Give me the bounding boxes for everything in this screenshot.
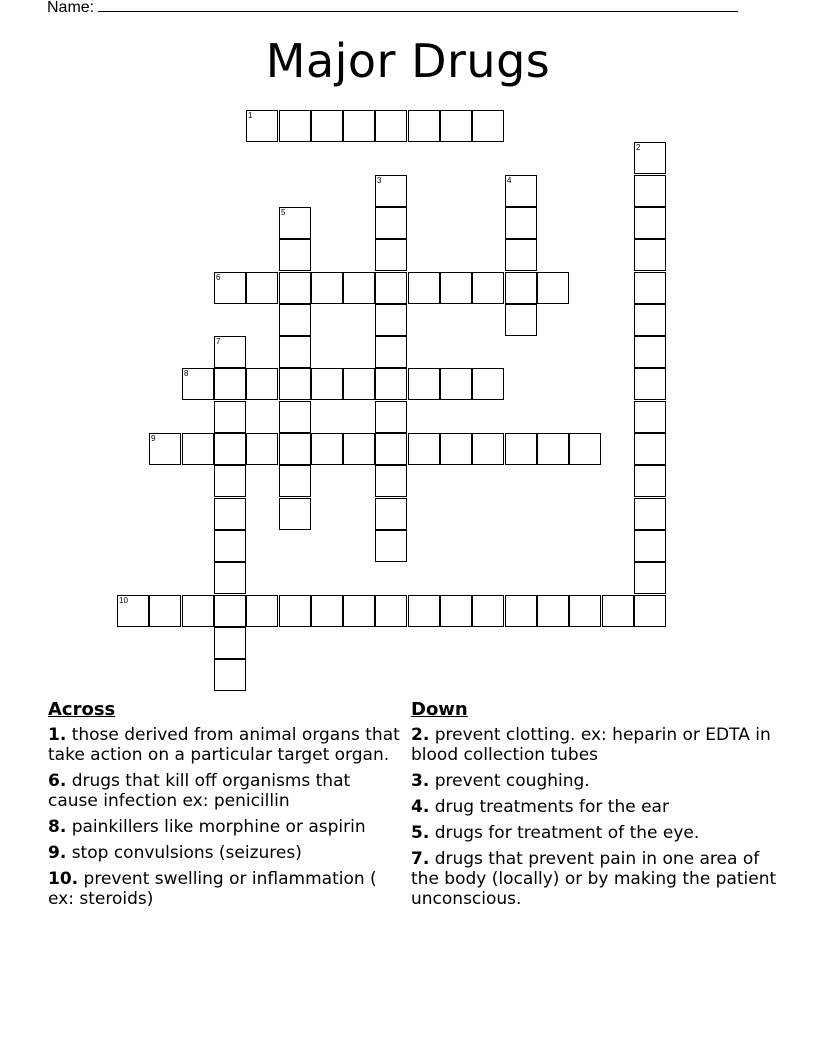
- grid-cell[interactable]: [279, 368, 311, 400]
- grid-cell[interactable]: [214, 336, 246, 368]
- grid-cell[interactable]: [537, 433, 569, 465]
- grid-cell[interactable]: [246, 272, 278, 304]
- clue-text: drug treatments for the ear: [434, 797, 669, 817]
- grid-cell[interactable]: [149, 595, 181, 627]
- grid-cell[interactable]: [440, 368, 472, 400]
- cell-number: 3: [377, 176, 382, 185]
- clue-text: prevent clotting. ex: heparin or EDTA in blood collection tubes: [411, 725, 771, 765]
- grid-cell[interactable]: [343, 368, 375, 400]
- clue-number: 5.: [411, 823, 430, 843]
- grid-cell[interactable]: [279, 110, 311, 142]
- grid-cell[interactable]: [440, 272, 472, 304]
- grid-cell[interactable]: [602, 595, 634, 627]
- grid-cell[interactable]: [214, 433, 246, 465]
- grid-cell[interactable]: [214, 272, 246, 304]
- grid-cell[interactable]: [311, 110, 343, 142]
- grid-cell[interactable]: [505, 175, 537, 207]
- clue-number: 2.: [411, 725, 430, 745]
- grid-cell[interactable]: [375, 239, 407, 271]
- grid-cell[interactable]: [214, 627, 246, 659]
- grid-cell[interactable]: [214, 498, 246, 530]
- grid-cell[interactable]: [279, 498, 311, 530]
- grid-cell[interactable]: [408, 368, 440, 400]
- grid-cell[interactable]: [634, 142, 666, 174]
- grid-cell[interactable]: [182, 368, 214, 400]
- grid-cell[interactable]: [634, 401, 666, 433]
- down-clues: [411, 700, 781, 915]
- grid-cell[interactable]: [472, 368, 504, 400]
- grid-cell[interactable]: [375, 530, 407, 562]
- grid-cell[interactable]: [440, 110, 472, 142]
- clue-across-8: [48, 817, 400, 837]
- grid-cell[interactable]: [505, 433, 537, 465]
- grid-cell[interactable]: [375, 433, 407, 465]
- grid-cell[interactable]: [343, 110, 375, 142]
- clue-down-4: [411, 797, 781, 817]
- grid-cell[interactable]: [505, 595, 537, 627]
- clue-number: 1.: [48, 725, 67, 745]
- name-label: Name:: [47, 0, 95, 16]
- down-heading: Down: [411, 699, 468, 720]
- grid-cell[interactable]: [505, 239, 537, 271]
- grid-cell[interactable]: [343, 595, 375, 627]
- grid-cell[interactable]: [311, 433, 343, 465]
- grid-cell[interactable]: [311, 272, 343, 304]
- clue-text: prevent swelling or inflammation ( ex: steroids): [48, 869, 377, 909]
- grid-cell[interactable]: [375, 336, 407, 368]
- page-title: Major Drugs: [265, 34, 551, 88]
- grid-cell[interactable]: [246, 368, 278, 400]
- clue-across-10: [48, 869, 400, 909]
- grid-cell[interactable]: [279, 304, 311, 336]
- grid-cell[interactable]: [214, 401, 246, 433]
- grid-cell[interactable]: [440, 595, 472, 627]
- grid-cell[interactable]: [634, 207, 666, 239]
- cell-number: 1: [248, 111, 253, 120]
- grid-cell[interactable]: [375, 401, 407, 433]
- grid-cell[interactable]: [569, 433, 601, 465]
- grid-cell[interactable]: [375, 175, 407, 207]
- cell-number: 9: [151, 434, 156, 443]
- grid-cell[interactable]: [375, 110, 407, 142]
- clue-number: 9.: [48, 843, 67, 863]
- clue-number: 4.: [411, 797, 430, 817]
- grid-cell[interactable]: [634, 239, 666, 271]
- grid-cell[interactable]: [311, 368, 343, 400]
- grid-cell[interactable]: [375, 368, 407, 400]
- clue-text: drugs that kill off organisms that cause infection ex: penicillin: [48, 771, 351, 811]
- clue-text: drugs for treatment of the eye.: [434, 823, 700, 843]
- grid-cell[interactable]: [182, 433, 214, 465]
- grid-cell[interactable]: [408, 433, 440, 465]
- clue-down-5: [411, 823, 781, 843]
- grid-cell[interactable]: [408, 595, 440, 627]
- grid-cell[interactable]: [634, 562, 666, 594]
- grid-cell[interactable]: [634, 336, 666, 368]
- grid-cell[interactable]: [472, 272, 504, 304]
- cell-number: 5: [281, 208, 286, 217]
- cell-number: 7: [216, 337, 221, 346]
- grid-cell[interactable]: [634, 175, 666, 207]
- clue-text: painkillers like morphine or aspirin: [71, 817, 366, 837]
- cell-number: 2: [636, 143, 641, 152]
- clue-text: drugs that prevent pain in one area of the body (locally) or by making the patient unconscious.: [411, 849, 777, 909]
- grid-cell[interactable]: [537, 272, 569, 304]
- grid-cell[interactable]: [246, 110, 278, 142]
- grid-cell[interactable]: [279, 272, 311, 304]
- cell-number: 4: [507, 176, 512, 185]
- clue-text: prevent coughing.: [434, 771, 590, 791]
- grid-cell[interactable]: [117, 595, 149, 627]
- across-heading: Across: [48, 699, 116, 720]
- grid-cell[interactable]: [375, 207, 407, 239]
- grid-cell[interactable]: [375, 595, 407, 627]
- grid-cell[interactable]: [279, 207, 311, 239]
- grid-cell[interactable]: [149, 433, 181, 465]
- grid-cell[interactable]: [569, 595, 601, 627]
- grid-cell[interactable]: [440, 433, 472, 465]
- clue-across-1: [48, 725, 400, 765]
- grid-cell[interactable]: [375, 465, 407, 497]
- grid-cell[interactable]: [634, 272, 666, 304]
- grid-cell[interactable]: [214, 530, 246, 562]
- clue-number: 7.: [411, 849, 430, 869]
- grid-cell[interactable]: [343, 272, 375, 304]
- grid-cell[interactable]: [214, 562, 246, 594]
- grid-cell[interactable]: [279, 465, 311, 497]
- grid-cell[interactable]: [214, 595, 246, 627]
- clue-down-3: [411, 771, 781, 791]
- grid-cell[interactable]: [246, 595, 278, 627]
- grid-cell[interactable]: [634, 530, 666, 562]
- grid-cell[interactable]: [472, 595, 504, 627]
- clue-number: 3.: [411, 771, 430, 791]
- cell-number: 8: [184, 369, 189, 378]
- cell-number: 6: [216, 273, 221, 282]
- grid-cell[interactable]: [279, 401, 311, 433]
- grid-cell[interactable]: [311, 595, 343, 627]
- clue-text: stop convulsions (seizures): [71, 843, 302, 863]
- grid-cell[interactable]: [214, 368, 246, 400]
- grid-cell[interactable]: [214, 465, 246, 497]
- grid-cell[interactable]: [634, 433, 666, 465]
- grid-cell[interactable]: [279, 239, 311, 271]
- grid-cell[interactable]: [246, 433, 278, 465]
- grid-cell[interactable]: [408, 272, 440, 304]
- grid-cell[interactable]: [279, 595, 311, 627]
- grid-cell[interactable]: [634, 368, 666, 400]
- clue-down-2: [411, 725, 781, 765]
- cell-number: 10: [119, 596, 128, 605]
- across-clues: [48, 700, 400, 915]
- grid-cell[interactable]: [182, 595, 214, 627]
- grid-cell[interactable]: [505, 272, 537, 304]
- grid-cell[interactable]: [505, 304, 537, 336]
- grid-cell[interactable]: [343, 433, 375, 465]
- grid-cell[interactable]: [472, 110, 504, 142]
- clue-number: 8.: [48, 817, 67, 837]
- grid-cell[interactable]: [279, 433, 311, 465]
- clue-number: 6.: [48, 771, 67, 791]
- grid-cell[interactable]: [375, 272, 407, 304]
- grid-cell[interactable]: [408, 110, 440, 142]
- grid-cell[interactable]: [214, 659, 246, 691]
- clue-number: 10.: [48, 869, 79, 889]
- grid-cell[interactable]: [375, 498, 407, 530]
- clue-across-9: [48, 843, 400, 863]
- clue-down-7: [411, 849, 781, 909]
- clue-across-6: [48, 771, 400, 811]
- grid-cell[interactable]: [279, 336, 311, 368]
- clue-text: those derived from animal organs that take action on a particular target organ.: [48, 725, 400, 765]
- grid-cell[interactable]: [472, 433, 504, 465]
- grid-cell[interactable]: [634, 465, 666, 497]
- grid-cell[interactable]: [634, 595, 666, 627]
- grid-cell[interactable]: [634, 304, 666, 336]
- grid-cell[interactable]: [537, 595, 569, 627]
- grid-cell[interactable]: [505, 207, 537, 239]
- grid-cell[interactable]: [634, 498, 666, 530]
- grid-cell[interactable]: [375, 304, 407, 336]
